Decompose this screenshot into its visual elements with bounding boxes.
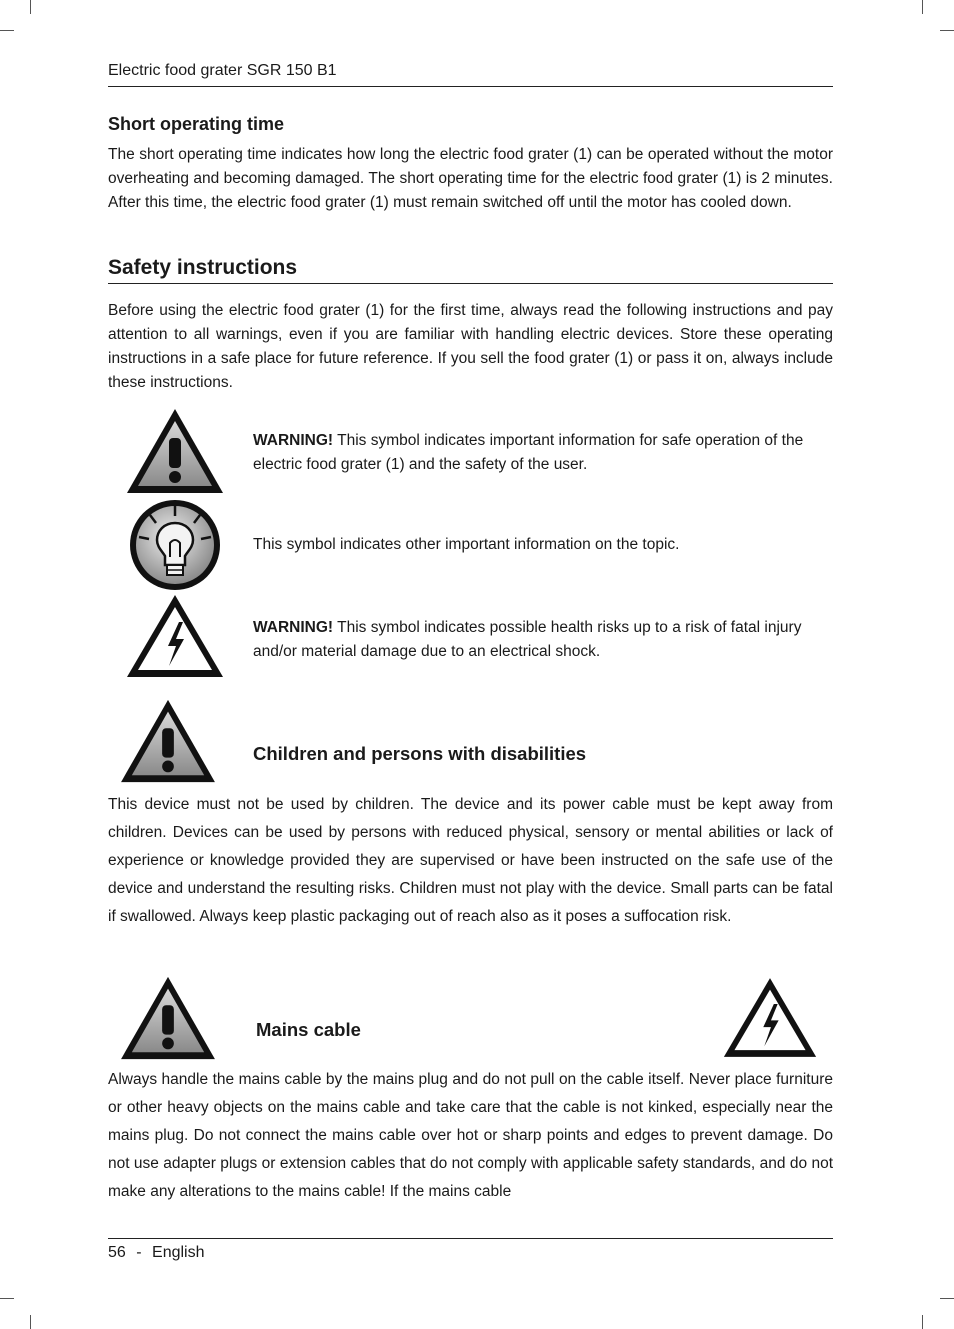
crop-mark: [30, 0, 31, 14]
symbol-info-description: This symbol indicates other important information on the topic.: [253, 536, 680, 553]
children-text: This device must not be used by children. The device and its power cable must be kept away from children. Devices can be used by persons with reduced physical, sensory or mental abilities or lack of experience or knowledge provided they are supervised or have been instructed on the safe use of the device and understand the resulting risks. Children must not play with the device. Small parts can be fatal if swallowed. Always keep plastic packaging out of reach also as it poses a suffocation risk.: [108, 796, 833, 925]
children-heading: Children and persons with disabilities: [253, 743, 587, 764]
crop-mark: [0, 30, 14, 31]
symbol-shock-description: [253, 616, 833, 664]
warning-triangle-icon: [118, 697, 218, 785]
crop-mark: [922, 1315, 923, 1329]
crop-mark: [30, 1315, 31, 1329]
lightbulb-icon: [126, 497, 224, 593]
warning-label: WARNING!: [253, 432, 334, 449]
page-header: Electric food grater SGR 150 B1: [108, 62, 833, 87]
short-operating-time-text: The short operating time indicates how long the electric food grater (1) can be operated without the motor overheating and becoming damaged. The short operating time for the electric food grater (1) is 2 minutes. After this time, the electric food grater (1) must remain switched off until the motor has cooled down.: [108, 146, 833, 211]
crop-mark: [940, 1298, 954, 1299]
crop-mark: [940, 30, 954, 31]
crop-mark: [0, 1298, 14, 1299]
short-operating-time-heading: Short operating time: [108, 114, 285, 134]
footer-language: English: [152, 1244, 205, 1261]
warning-triangle-icon: [124, 406, 226, 496]
crop-mark: [922, 0, 923, 14]
warning-label: WARNING!: [253, 619, 334, 636]
symbol-shock-text: This symbol indicates possible health risks up to a risk of fatal injury and/or material damage due to an electrical shock.: [253, 619, 802, 660]
electric-shock-icon: [124, 592, 226, 680]
page-footer: [108, 1238, 833, 1262]
warning-triangle-icon: [118, 974, 218, 1062]
page-number: 56: [108, 1244, 126, 1261]
safety-instructions-heading: Safety instructions: [108, 256, 833, 284]
mains-cable-heading: Mains cable: [256, 1019, 361, 1040]
mains-cable-text: Always handle the mains cable by the mains plug and do not pull on the cable itself. Never place furniture or other heavy objects on the mains cable and take care that the cable is not kinked, especially near the mains plug. Do not connect the mains cable over hot or sharp points and edges to prevent damage. Do not use adapter plugs or extension cables that do not comply with applicable safety standards, and do not make any alterations to the mains cable! If the mains cable: [108, 1071, 833, 1200]
safety-instructions-intro: Before using the electric food grater (1) for the first time, always read the following instructions and pay attention to all warnings, even if you are familiar with handling electric devices. Store these operating instructions in a safe place for future reference. If you sell the food grater (1) or pass it on, always include these instructions.: [108, 302, 833, 391]
electric-shock-icon: [721, 975, 819, 1060]
symbol-warning-description: [253, 429, 833, 477]
footer-separator: -: [136, 1244, 142, 1261]
symbol-warning-text: This symbol indicates important information for safe operation of the electric food grater (1) and the safety of the user.: [253, 432, 804, 473]
